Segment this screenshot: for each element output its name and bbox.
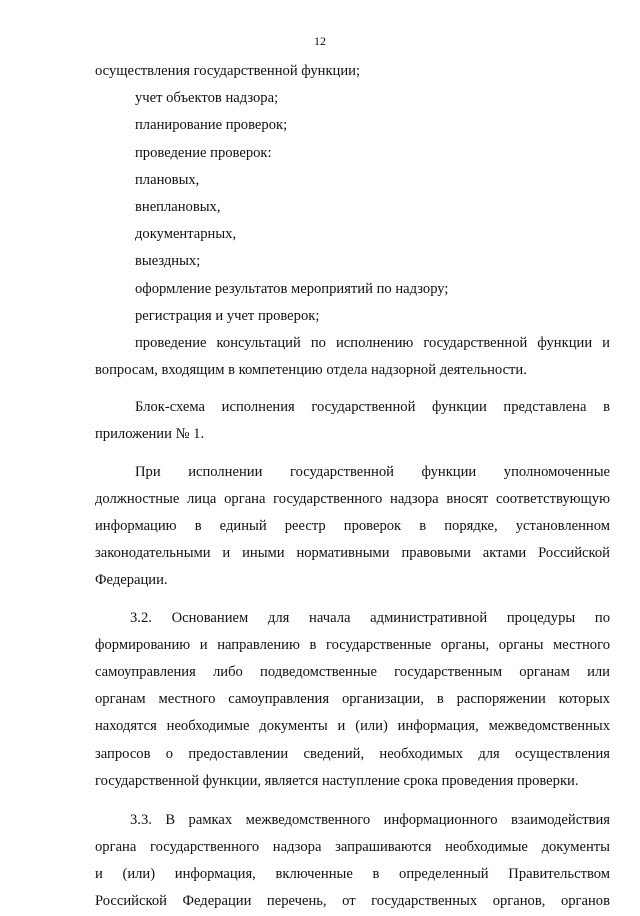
list-item: регистрация и учет проверок; <box>135 307 320 324</box>
list-item: оформление результатов мероприятий по надзору; <box>135 280 449 297</box>
paragraph-line: находятся необходимые документы и (или) информация, межведомственных <box>95 718 610 735</box>
paragraph-line: законодательными и иными нормативными правовыми актами Российской <box>95 545 610 562</box>
text-line: осуществления государственной функции; <box>95 63 361 79</box>
paragraph-line: государственной функции, является наступление срока проведения проверки. <box>95 772 579 789</box>
paragraph-line: информацию в единый реестр проверок в порядке, установленном <box>95 518 610 534</box>
list-item: плановых, <box>135 171 200 188</box>
paragraph-line: Блок-схема исполнения государственной функции представлена в <box>135 399 610 416</box>
paragraph-line: вопросам, входящим в компетенцию отдела надзорной деятельности. <box>95 362 527 379</box>
list-item: внеплановых, <box>135 198 221 215</box>
paragraph-line: и (или) информация, включенные в определенный Правительством <box>95 866 610 883</box>
paragraph-line: самоуправления либо подведомственные государственным органам или <box>95 663 610 680</box>
paragraph-line: проведение консультаций по исполнению государственной функции и <box>135 334 610 351</box>
paragraph-line: органам местного самоуправления организации, в распоряжении которых <box>95 691 610 708</box>
paragraph-line: Федерации. <box>95 572 168 589</box>
paragraph-line: приложении № 1. <box>95 426 205 443</box>
list-item: учет объектов надзора; <box>135 90 279 107</box>
list-item: планирование проверок; <box>135 117 288 134</box>
paragraph-line: При исполнении государственной функции уполномоченные <box>135 463 610 480</box>
paragraph-line: запросов о предоставлении сведений, необходимых для осуществления <box>95 745 610 762</box>
paragraph-line: Российской Федерации перечень, от государственных органов, органов <box>95 893 610 910</box>
list-item: выездных; <box>135 253 201 270</box>
paragraph-line: формированию и направлению в государственные органы, органы местного <box>95 636 610 653</box>
document-body <box>95 58 610 916</box>
page-number: 12 <box>314 34 326 48</box>
paragraph-line: должностные лица органа государственного надзора вносят соответствующую <box>95 490 610 507</box>
list-item: проведение проверок: <box>135 144 272 161</box>
paragraph-line: 3.3. В рамках межведомственного информационного взаимодействия <box>130 811 610 828</box>
list-item: документарных, <box>135 226 237 243</box>
paragraph-line: органа государственного надзора запрашиваются необходимые документы <box>95 839 610 856</box>
paragraph-line: 3.2. Основанием для начала административной процедуры по <box>130 609 610 626</box>
